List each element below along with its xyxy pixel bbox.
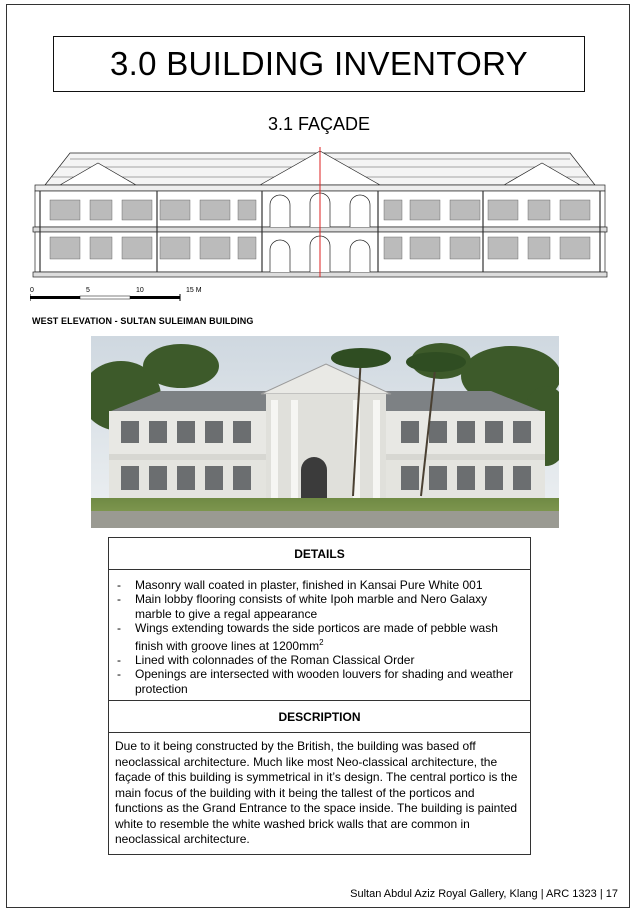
list-item <box>115 621 522 653</box>
superscript: 2 <box>319 637 324 647</box>
list-item: - Openings are intersected with wooden louvers for shading and weather protection <box>115 667 522 696</box>
list-item: - Main lobby flooring consists of white Ipoh marble and Nero Galaxy marble to give a regal appearance <box>115 592 522 621</box>
scale-label: 5 <box>86 287 90 294</box>
page-title: 3.0 BUILDING INVENTORY <box>109 45 528 82</box>
description-text: Due to it being constructed by the British, the building was based off neoclassical architecture. Much like most Neo-classical architecture, the façade of this building is symmetrical in it’s design. The central portico is the main focus of the building with it being the tallest of the porticos and functions as the Grand Entrance to the space inside. The building is painted white to resemble the white washed brick walls that are common in neoclassical architecture. <box>115 739 518 847</box>
details-list <box>109 570 530 701</box>
details-heading: DETAILS <box>109 538 530 570</box>
west-elevation-drawing <box>30 145 610 285</box>
scale-label: 10 <box>136 287 144 294</box>
scale-label: 0 <box>30 287 34 294</box>
list-item-text: Wings extending towards the side porticos are made of pebble wash finish with groove lines at 1200mm <box>135 621 498 653</box>
details-table <box>108 537 531 855</box>
scale-label: 15 M <box>186 287 202 294</box>
section-subtitle: 3.1 FAÇADE <box>267 114 371 134</box>
building-photo <box>91 336 559 528</box>
page-footer: Sultan Abdul Aziz Royal Gallery, Klang | ARC 1323 | 17 <box>350 888 618 900</box>
elevation-caption: WEST ELEVATION - SULTAN SULEIMAN BUILDING <box>32 316 254 326</box>
list-item: - Lined with colonnades of the Roman Classical Order <box>115 653 522 667</box>
description-heading: DESCRIPTION <box>109 701 530 733</box>
list-item: - Masonry wall coated in plaster, finished in Kansai Pure White 001 <box>115 578 522 592</box>
title-box <box>53 36 585 92</box>
